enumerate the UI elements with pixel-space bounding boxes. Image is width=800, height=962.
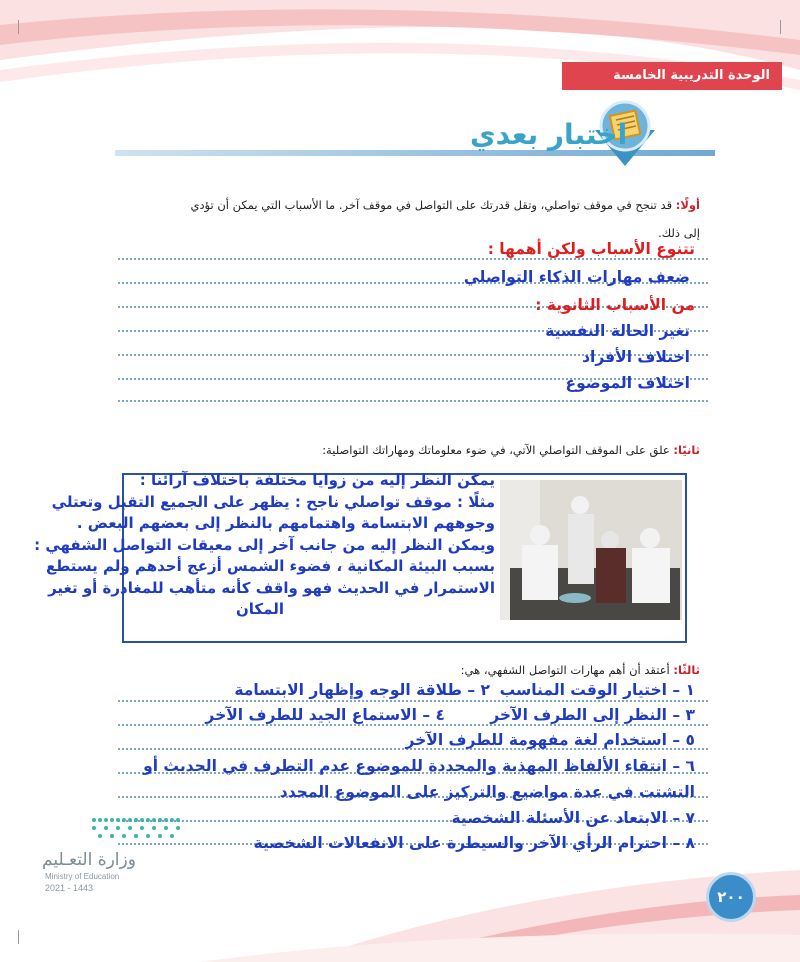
header-swoosh xyxy=(0,0,800,110)
answer-2-line: مثلًا : موقف تواصلي ناجح : يظهر على الجميع التقبل وتعتلي xyxy=(51,492,495,511)
page-number: ٢٠٠ xyxy=(706,872,756,922)
answer-2-line: بسبب البيئة المكانية ، فضوء الشمس أزعج أحدهم ولم يستطع xyxy=(45,557,495,575)
question-1-prefix: أولًا: xyxy=(675,198,700,212)
ministry-name-arabic: وزارة التعـليم xyxy=(42,850,136,870)
answer-1-3: من الأسباب الثانوية : xyxy=(535,296,695,314)
ministry-name-english: Ministry of Education xyxy=(45,872,120,881)
question-2-prefix: ثانيًا: xyxy=(673,443,700,457)
question-1-text: قد تنجح في موقف تواصلي، وتقل قدرتك على التواصل في موقف آخر. ما الأسباب التي يمكن أن تؤدي xyxy=(190,198,673,212)
question-3 xyxy=(100,663,700,677)
question-3-prefix: ثالثًا: xyxy=(673,663,700,677)
answer-3-1: ١ – اختيار الوقت المناسب xyxy=(499,681,695,699)
discussion-photo xyxy=(500,480,682,620)
answer-3-6-cont: التشتت في عدة مواضيع والتركيز على الموضوع المحدد xyxy=(279,783,695,801)
answer-1-1: تتنوع الأسباب ولكن أهمها : xyxy=(487,240,695,258)
answer-3-7: ٧ – الابتعاد عن الأسئلة الشخصية xyxy=(451,809,695,827)
answer-line xyxy=(118,700,708,702)
answer-2-line: ويمكن النظر إليه من جانب آخر إلى معيقات التواصل الشفهي : xyxy=(34,535,495,554)
question-1-text-cont: إلى ذلك. xyxy=(658,226,700,240)
unit-label: الوحدة التدريبية الخامسة xyxy=(562,62,782,90)
answer-3-6: ٦ – انتقاء الألفاظ المهذبة والمحددة للموضوع عدم التطرف في الحديث أو xyxy=(143,757,695,775)
page-title: اختبار بعدي xyxy=(470,118,628,151)
question-3-text: أعتقد أن أهم مهارات التواصل الشفهي، هي: xyxy=(460,663,670,677)
edition-year: 2021 - 1443 xyxy=(45,883,94,893)
crop-mark xyxy=(18,20,19,34)
answer-2-paragraph xyxy=(25,470,495,621)
answer-1-2: ضعف مهارات الذكاء التواصلي xyxy=(463,268,690,286)
answer-1-6: اختلاف الموضوع xyxy=(565,374,690,392)
answer-1-5: اختلاف الأفراد xyxy=(582,348,690,366)
answer-2-line: المكان xyxy=(236,600,284,618)
answer-line xyxy=(118,400,708,402)
answer-2-line: وجوههم الابتسامة واهتمامهم بالنظر إلى بعضهم البعض . xyxy=(76,514,495,532)
question-1 xyxy=(100,198,700,212)
answer-3-3: ٣ – النظر إلى الطرف الآخر xyxy=(490,706,695,724)
question-2 xyxy=(100,443,700,457)
answer-1-4: تغير الحالة النفسية xyxy=(545,322,690,340)
question-2-text: علق على الموقف التواصلي الآتي، في ضوء معلوماتك ومهاراتك التواصلية: xyxy=(322,443,670,457)
answer-line xyxy=(118,258,708,260)
answer-3-4: ٤ – الاستماع الجيد للطرف الآخر xyxy=(205,706,445,724)
crop-mark xyxy=(780,20,781,34)
ministry-logo-icon xyxy=(90,812,182,846)
answer-3-2: ٢ – طلاقة الوجه وإظهار الابتسامة xyxy=(234,681,490,699)
answer-2-line: يمكن النظر إليه من زوايا مختلفة باختلاف آرائنا : xyxy=(139,471,495,489)
answer-3-8: ٨ – احترام الرأي الآخر والسيطرة على الانفعالات الشخصية xyxy=(253,834,695,852)
answer-line xyxy=(118,724,708,726)
answer-2-line: الاستمرار في الحديث فهو واقف كأنه متأهب للمغادرة أو تغير xyxy=(48,578,495,597)
answer-3-5: ٥ – استخدام لغة مفهومة للطرف الآخر xyxy=(405,731,695,749)
